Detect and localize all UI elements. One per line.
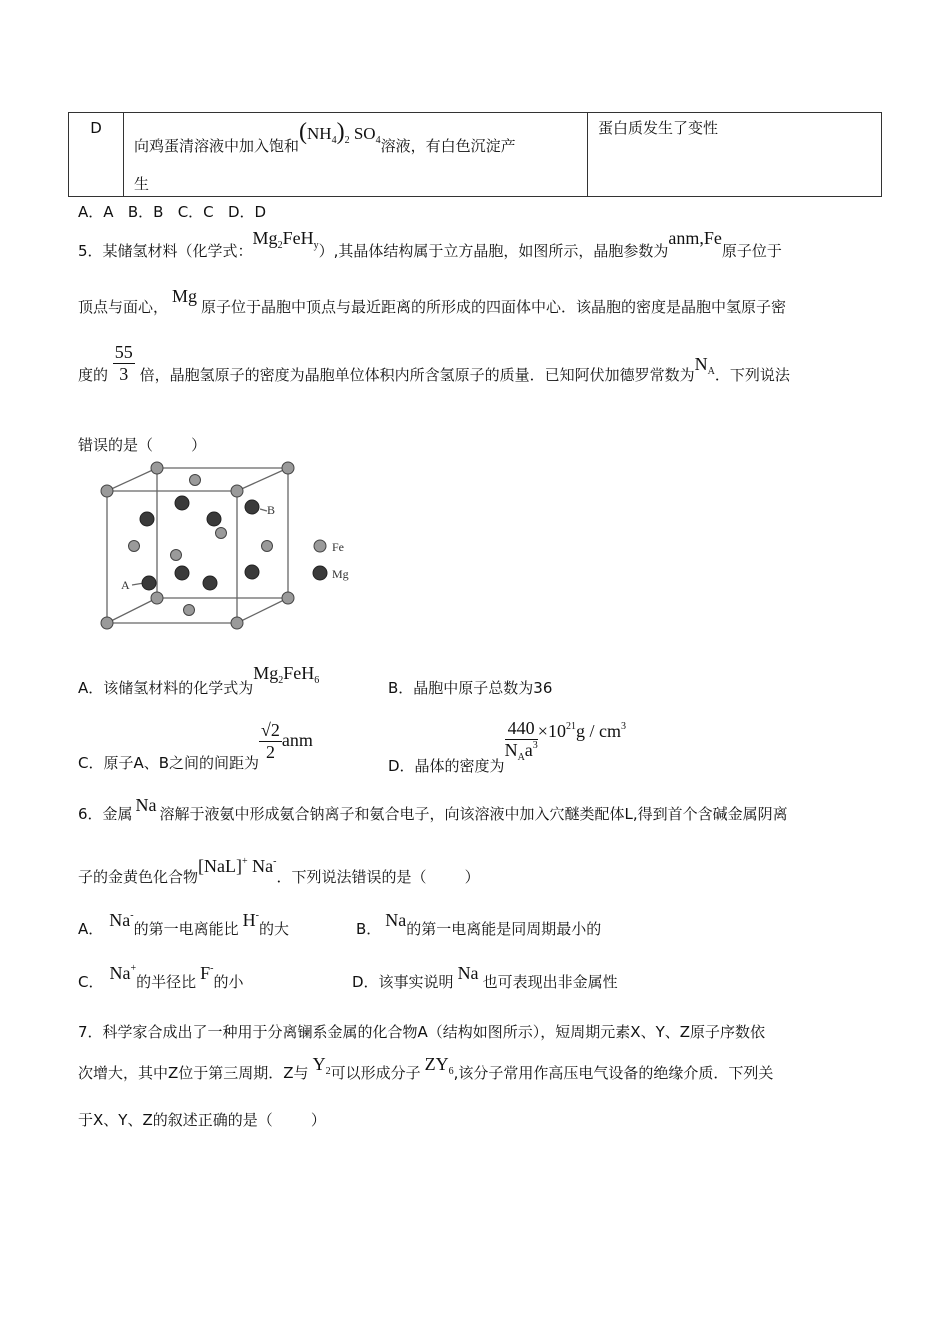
fraction-sqrt2-2: $\frac{√2}{2}$ [261, 720, 280, 762]
fe-atom [216, 528, 227, 539]
conclusion-text: 蛋白质发生了变性 [598, 119, 719, 137]
mg-atom [203, 576, 217, 590]
q7-line2: 次增大，其中Z位于第三周期．Z与 $Y_2$可以形成分子 $ZY_6$,该分子常用作高压电气设备的绝缘介质．下列关 [78, 1054, 774, 1082]
formula-mg2feh6: $Mg_2FeH_6$ [253, 663, 320, 686]
fe-atom [231, 617, 243, 629]
legend-fe-label: Fe [332, 540, 344, 554]
conclusion-cell [588, 113, 882, 197]
fe-atom [101, 485, 113, 497]
operation-text: 向鸡蛋清溶液中加入饱和$(NH_4)_2$ $SO_4$溶液，有白色沉淀产 [134, 119, 516, 155]
mg-atom [245, 565, 259, 579]
atom-b-label: B [267, 503, 276, 517]
fe-atom [262, 541, 273, 552]
avogadro-symbol: $N_A$ [694, 354, 715, 377]
fe-atom [282, 592, 294, 604]
q4-choices: A．A B．B C．C D．D [78, 203, 267, 221]
mg-atom [142, 576, 156, 590]
q5-line3: 度的 $\frac{55}{3}$ 倍，晶胞氢原子的密度为晶胞单位体积内所含氢原子的质量．已知阿伏加德罗常数为$N_A$．下列说法 [78, 342, 790, 384]
fraction-55-3: $\frac{55}{3}$ [114, 342, 133, 384]
density-fraction: $\frac{440}{N_Aa^3}$ [504, 718, 538, 763]
operation-wrap: 生 [134, 175, 150, 193]
crystal-cell-figure [90, 455, 370, 640]
atom-a-label: A [121, 578, 130, 592]
fe-atom [101, 617, 113, 629]
mg-atom [207, 512, 221, 526]
row-letter: D [90, 119, 102, 137]
q6-option-a[interactable]: A． Na-的第一电离能比 H-的大 [78, 910, 289, 938]
operation-cell [124, 113, 588, 197]
options-table [68, 112, 882, 197]
q6-line2: 子的金黄色化合物[NaL]+ Na-．下列说法错误的是（ ） [78, 856, 480, 886]
mg-atom [245, 500, 259, 514]
formula-nal-na: [NaL]+ Na- [198, 856, 277, 876]
q5-line4: 错误的是（ ） [78, 436, 207, 454]
q5-option-c[interactable]: C．原子A、B之间的间距为 $\frac{√2}{2}$ anm [78, 720, 313, 772]
fe-atom [184, 605, 195, 616]
q5-option-d[interactable]: D．晶体的密度为 $\frac{440}{N_Aa^3}$ $\times 10^{21}g / cm^3$ [388, 718, 626, 775]
fe-atom [231, 485, 243, 497]
table-row [69, 113, 882, 197]
ammonium-sulfate-formula: $(NH_4)_2$ $SO_4$ [299, 119, 381, 146]
fe-atom [171, 550, 182, 561]
fe-atom [151, 462, 163, 474]
q5-line1: 5．某储氢材料（化学式：$Mg_2FeH_y$）,其晶体结构属于立方晶胞，如图所示，晶胞参数为anm,Fe原子位于 [78, 228, 782, 260]
row-letter-cell [69, 113, 124, 197]
q7-line1: 7．科学家合成出了一种用于分离镧系金属的化合物A（结构如图所示），短周期元素X、Y、Z原子序数依 [78, 1023, 766, 1041]
fe-atom [190, 475, 201, 486]
fe-atom [129, 541, 140, 552]
q6-option-b[interactable]: B． Na的第一电离能是同周期最小的 [356, 910, 602, 938]
mg-atom [140, 512, 154, 526]
fe-atom [282, 462, 294, 474]
q5-line2: 顶点与面心，Mg原子位于晶胞中顶点与最近距离的所形成的四面体中心．该晶胞的密度是晶胞中氢原子密 [78, 286, 787, 316]
legend-mg-dot [313, 566, 327, 580]
legend-fe-dot [314, 540, 326, 552]
q6-line1: 6．金属 Na 溶解于液氨中形成氨合钠离子和氨合电子，向该溶液中加入穴醚类配体L,得到首个含碱金属阴离 [78, 795, 788, 823]
mg-atom [175, 566, 189, 580]
q5-option-b[interactable]: B．晶胞中原子总数为36 [388, 679, 553, 697]
q5-option-a[interactable]: A．该储氢材料的化学式为$Mg_2FeH_6$ [78, 663, 320, 697]
q6-option-c[interactable]: C． Na+的半径比 F-的小 [78, 963, 244, 991]
fe-atom [151, 592, 163, 604]
density-unit: $\times 10^{21}g / cm^3$ [537, 721, 626, 741]
formula-mg2fehy: $Mg_2FeH_y$ [252, 228, 319, 251]
q6-option-d[interactable]: D．该事实说明 Na 也可表现出非金属性 [352, 963, 618, 991]
legend-mg-label: Mg [332, 567, 349, 581]
mg-atom [175, 496, 189, 510]
q7-line3: 于X、Y、Z的叙述正确的是（ ） [78, 1111, 326, 1129]
